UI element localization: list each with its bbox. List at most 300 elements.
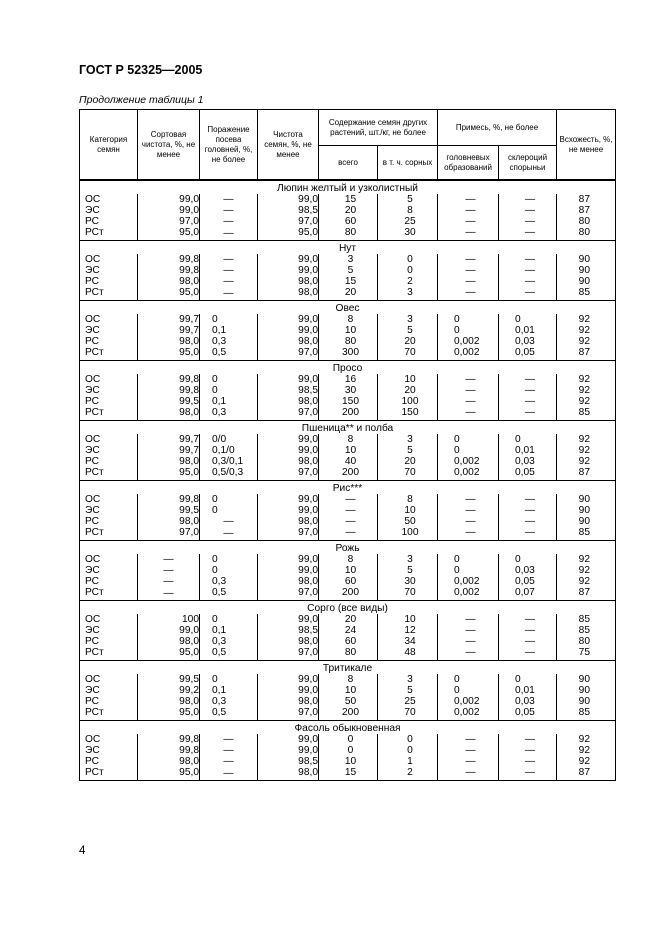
cell-smut: — — [438, 734, 499, 745]
section-title: Сорго (все виды) — [80, 601, 616, 615]
cell-purity: 99,0 — [258, 494, 319, 505]
cell-varietal-purity: 98,0 — [138, 756, 200, 767]
cell-smut: 0 — [438, 325, 499, 336]
cell-category: РС — [80, 276, 138, 287]
cell-other-weeds: 3 — [378, 674, 438, 685]
cell-smut: — — [438, 205, 499, 216]
cell-sclerotia: 0,03 — [499, 336, 557, 347]
cell-germination: 75 — [557, 647, 616, 661]
cell-category: РСт — [80, 407, 138, 421]
cell-germination: 90 — [557, 516, 616, 527]
cell-category: ЭС — [80, 505, 138, 516]
cell-purity: 99,0 — [258, 194, 319, 205]
cell-sclerotia: 0,03 — [499, 696, 557, 707]
cell-other-total: — — [319, 516, 378, 527]
cell-smut: — — [438, 745, 499, 756]
cell-head-infection: 0,5/0,3 — [200, 467, 258, 481]
cell-other-total: — — [319, 527, 378, 541]
cell-purity: 97,0 — [258, 527, 319, 541]
section-header-row — [80, 241, 616, 255]
cell-other-total: 3 — [319, 254, 378, 265]
table-row — [80, 254, 616, 265]
cell-other-weeds: 20 — [378, 385, 438, 396]
cell-purity: 97,0 — [258, 347, 319, 361]
cell-other-weeds: 10 — [378, 505, 438, 516]
cell-other-total: 24 — [319, 625, 378, 636]
cell-category: ОС — [80, 614, 138, 625]
cell-other-total: 60 — [319, 636, 378, 647]
cell-germination: 85 — [557, 614, 616, 625]
cell-sclerotia: 0,03 — [499, 456, 557, 467]
cell-germination: 90 — [557, 685, 616, 696]
table-row — [80, 227, 616, 241]
cell-other-total: 0 — [319, 745, 378, 756]
cell-smut: — — [438, 374, 499, 385]
section-title: Тритикале — [80, 661, 616, 675]
table-row — [80, 467, 616, 481]
section-title: Просо — [80, 361, 616, 375]
table-row — [80, 565, 616, 576]
table-row — [80, 216, 616, 227]
cell-smut: — — [438, 407, 499, 421]
cell-head-infection: 0 — [200, 314, 258, 325]
cell-germination: 90 — [557, 696, 616, 707]
cell-smut: — — [438, 647, 499, 661]
section-header-row — [80, 301, 616, 315]
cell-purity: 98,0 — [258, 636, 319, 647]
cell-head-infection: 0,1 — [200, 396, 258, 407]
cell-purity: 99,0 — [258, 445, 319, 456]
cell-other-total: 60 — [319, 216, 378, 227]
cell-varietal-purity: 99,7 — [138, 434, 200, 445]
cell-other-weeds: 5 — [378, 194, 438, 205]
cell-varietal-purity: 99,5 — [138, 396, 200, 407]
cell-other-weeds: 25 — [378, 216, 438, 227]
section-header-row — [80, 601, 616, 615]
cell-purity: 97,0 — [258, 407, 319, 421]
cell-head-infection: — — [200, 254, 258, 265]
cell-sclerotia: 0 — [499, 434, 557, 445]
cell-other-total: 8 — [319, 674, 378, 685]
cell-purity: 97,0 — [258, 707, 319, 721]
cell-category: ЭС — [80, 385, 138, 396]
cell-germination: 85 — [557, 707, 616, 721]
cell-other-total: 10 — [319, 445, 378, 456]
cell-smut: — — [438, 505, 499, 516]
cell-smut: 0 — [438, 565, 499, 576]
cell-smut: 0,002 — [438, 587, 499, 601]
cell-category: РС — [80, 576, 138, 587]
cell-varietal-purity: 95,0 — [138, 227, 200, 241]
cell-varietal-purity: 99,7 — [138, 314, 200, 325]
cell-purity: 99,0 — [258, 254, 319, 265]
cell-purity: 99,0 — [258, 265, 319, 276]
cell-other-total: — — [319, 494, 378, 505]
cell-other-total: 200 — [319, 587, 378, 601]
seed-quality-table — [79, 109, 616, 781]
table-row — [80, 554, 616, 565]
cell-smut: 0 — [438, 314, 499, 325]
cell-sclerotia: — — [499, 734, 557, 745]
cell-purity: 98,5 — [258, 756, 319, 767]
cell-smut: — — [438, 756, 499, 767]
cell-other-weeds: 25 — [378, 696, 438, 707]
cell-smut: — — [438, 194, 499, 205]
cell-other-total: 10 — [319, 325, 378, 336]
table-row — [80, 194, 616, 205]
section-header-row — [80, 421, 616, 435]
cell-head-infection: 0 — [200, 505, 258, 516]
section-header-row — [80, 180, 616, 194]
header-other-total: всего — [319, 146, 378, 181]
cell-varietal-purity: 98,0 — [138, 407, 200, 421]
cell-varietal-purity: 98,0 — [138, 696, 200, 707]
cell-sclerotia: — — [499, 254, 557, 265]
cell-category: ОС — [80, 254, 138, 265]
cell-sclerotia: — — [499, 385, 557, 396]
cell-category: РСт — [80, 527, 138, 541]
cell-other-total: 80 — [319, 336, 378, 347]
cell-category: РСт — [80, 587, 138, 601]
table-row — [80, 276, 616, 287]
cell-smut: 0,002 — [438, 576, 499, 587]
cell-other-weeds: 3 — [378, 434, 438, 445]
cell-other-total: 8 — [319, 314, 378, 325]
cell-sclerotia: — — [499, 276, 557, 287]
cell-purity: 98,5 — [258, 625, 319, 636]
cell-head-infection: — — [200, 216, 258, 227]
cell-sclerotia: — — [499, 516, 557, 527]
cell-varietal-purity: 98,0 — [138, 276, 200, 287]
cell-smut: 0 — [438, 554, 499, 565]
cell-sclerotia: — — [499, 505, 557, 516]
cell-smut: 0 — [438, 685, 499, 696]
cell-category: ЭС — [80, 445, 138, 456]
cell-category: РСт — [80, 227, 138, 241]
cell-head-infection: — — [200, 227, 258, 241]
cell-head-infection: — — [200, 756, 258, 767]
cell-head-infection: 0,5 — [200, 587, 258, 601]
cell-category: РСт — [80, 767, 138, 781]
cell-other-total: 8 — [319, 554, 378, 565]
table-row — [80, 434, 616, 445]
cell-other-weeds: 5 — [378, 685, 438, 696]
cell-category: РС — [80, 456, 138, 467]
table-caption: Продолжение таблицы 1 — [79, 94, 204, 106]
cell-sclerotia: 0,01 — [499, 325, 557, 336]
cell-germination: 92 — [557, 325, 616, 336]
cell-purity: 98,5 — [258, 205, 319, 216]
cell-other-total: 10 — [319, 756, 378, 767]
cell-other-weeds: 1 — [378, 756, 438, 767]
cell-category: ЭС — [80, 685, 138, 696]
cell-category: ОС — [80, 734, 138, 745]
cell-sclerotia: — — [499, 527, 557, 541]
cell-other-total: 10 — [319, 565, 378, 576]
cell-purity: 99,0 — [258, 554, 319, 565]
cell-head-infection: 0,1/0 — [200, 445, 258, 456]
cell-category: ОС — [80, 494, 138, 505]
cell-other-weeds: 70 — [378, 347, 438, 361]
cell-category: РС — [80, 516, 138, 527]
cell-sclerotia: — — [499, 614, 557, 625]
cell-varietal-purity: 99,8 — [138, 494, 200, 505]
cell-germination: 92 — [557, 434, 616, 445]
cell-head-infection: — — [200, 767, 258, 781]
cell-varietal-purity: 95,0 — [138, 647, 200, 661]
cell-varietal-purity: — — [138, 576, 200, 587]
cell-other-weeds: 70 — [378, 587, 438, 601]
cell-other-total: — — [319, 505, 378, 516]
cell-head-infection: 0,1 — [200, 325, 258, 336]
cell-head-infection: — — [200, 527, 258, 541]
cell-other-weeds: 12 — [378, 625, 438, 636]
cell-other-weeds: 48 — [378, 647, 438, 661]
cell-germination: 85 — [557, 287, 616, 301]
cell-smut: — — [438, 767, 499, 781]
cell-category: ЭС — [80, 565, 138, 576]
cell-sclerotia: — — [499, 374, 557, 385]
cell-category: РС — [80, 636, 138, 647]
cell-other-weeds: 0 — [378, 254, 438, 265]
table-row — [80, 396, 616, 407]
cell-germination: 90 — [557, 276, 616, 287]
header-varietal-purity: Сортовая чистота, %, не менее — [138, 110, 200, 181]
cell-other-total: 20 — [319, 614, 378, 625]
cell-germination: 90 — [557, 674, 616, 685]
cell-germination: 80 — [557, 227, 616, 241]
cell-other-weeds: 5 — [378, 445, 438, 456]
cell-purity: 98,0 — [258, 767, 319, 781]
section-header-row — [80, 481, 616, 495]
cell-smut: 0,002 — [438, 347, 499, 361]
cell-germination: 92 — [557, 385, 616, 396]
table-row — [80, 674, 616, 685]
cell-category: РСт — [80, 287, 138, 301]
cell-category: РС — [80, 396, 138, 407]
cell-smut: — — [438, 396, 499, 407]
cell-smut: 0 — [438, 674, 499, 685]
cell-other-total: 15 — [319, 767, 378, 781]
cell-germination: 92 — [557, 456, 616, 467]
cell-category: ЭС — [80, 325, 138, 336]
section-title: Нут — [80, 241, 616, 255]
table-row — [80, 407, 616, 421]
cell-sclerotia: — — [499, 636, 557, 647]
cell-germination: 92 — [557, 554, 616, 565]
cell-sclerotia: 0,05 — [499, 576, 557, 587]
cell-smut: 0,002 — [438, 456, 499, 467]
table-row — [80, 527, 616, 541]
cell-smut: 0,002 — [438, 696, 499, 707]
cell-other-weeds: 10 — [378, 374, 438, 385]
cell-sclerotia: 0,03 — [499, 565, 557, 576]
cell-head-infection: 0,5 — [200, 647, 258, 661]
cell-other-total: 15 — [319, 276, 378, 287]
cell-sclerotia: — — [499, 205, 557, 216]
cell-head-infection: — — [200, 205, 258, 216]
cell-other-weeds: 70 — [378, 467, 438, 481]
cell-other-total: 60 — [319, 576, 378, 587]
cell-sclerotia: — — [499, 287, 557, 301]
cell-category: РСт — [80, 467, 138, 481]
cell-purity: 99,0 — [258, 674, 319, 685]
header-other-weeds: в т. ч. сорных — [378, 146, 438, 181]
cell-other-total: 80 — [319, 227, 378, 241]
cell-other-total: 15 — [319, 194, 378, 205]
cell-purity: 98,0 — [258, 276, 319, 287]
cell-sclerotia: — — [499, 194, 557, 205]
cell-other-weeds: 50 — [378, 516, 438, 527]
cell-category: ОС — [80, 194, 138, 205]
cell-other-total: 8 — [319, 434, 378, 445]
table-row — [80, 374, 616, 385]
cell-category: РСт — [80, 647, 138, 661]
cell-germination: 85 — [557, 527, 616, 541]
cell-smut: — — [438, 614, 499, 625]
cell-head-infection: 0 — [200, 374, 258, 385]
cell-head-infection: 0,3 — [200, 336, 258, 347]
cell-sclerotia: — — [499, 647, 557, 661]
cell-head-infection: 0,5 — [200, 347, 258, 361]
cell-varietal-purity: 99,0 — [138, 625, 200, 636]
cell-other-total: 20 — [319, 205, 378, 216]
cell-other-total: 150 — [319, 396, 378, 407]
cell-germination: 87 — [557, 587, 616, 601]
cell-smut: — — [438, 625, 499, 636]
cell-smut: — — [438, 254, 499, 265]
cell-other-total: 200 — [319, 467, 378, 481]
cell-germination: 90 — [557, 265, 616, 276]
section-header-row — [80, 721, 616, 735]
cell-smut: — — [438, 636, 499, 647]
cell-varietal-purity: 98,0 — [138, 456, 200, 467]
cell-purity: 99,0 — [258, 745, 319, 756]
cell-varietal-purity: 99,5 — [138, 505, 200, 516]
cell-smut: — — [438, 227, 499, 241]
header-head-infection: Поражение посева головней, %, не более — [200, 110, 258, 181]
cell-smut: — — [438, 216, 499, 227]
cell-sclerotia: — — [499, 396, 557, 407]
cell-other-weeds: 10 — [378, 614, 438, 625]
table-row — [80, 685, 616, 696]
table-row — [80, 636, 616, 647]
table-row — [80, 325, 616, 336]
cell-germination: 90 — [557, 505, 616, 516]
cell-varietal-purity: 99,2 — [138, 685, 200, 696]
cell-category: ОС — [80, 674, 138, 685]
table-row — [80, 505, 616, 516]
cell-other-weeds: 70 — [378, 707, 438, 721]
cell-varietal-purity: 99,5 — [138, 674, 200, 685]
table-row — [80, 767, 616, 781]
cell-purity: 98,5 — [258, 385, 319, 396]
section-title: Рожь — [80, 541, 616, 555]
header-smut: головневых образований — [438, 146, 499, 181]
cell-smut: — — [438, 287, 499, 301]
cell-other-weeds: 30 — [378, 227, 438, 241]
cell-other-weeds: 8 — [378, 494, 438, 505]
cell-category: ЭС — [80, 265, 138, 276]
cell-other-weeds: 5 — [378, 565, 438, 576]
cell-varietal-purity: 99,0 — [138, 205, 200, 216]
cell-other-total: 16 — [319, 374, 378, 385]
cell-purity: 99,0 — [258, 314, 319, 325]
table-row — [80, 745, 616, 756]
cell-category: РС — [80, 336, 138, 347]
cell-varietal-purity: — — [138, 565, 200, 576]
cell-varietal-purity: 95,0 — [138, 467, 200, 481]
cell-germination: 92 — [557, 336, 616, 347]
cell-varietal-purity: 99,8 — [138, 734, 200, 745]
cell-head-infection: — — [200, 287, 258, 301]
cell-other-total: 300 — [319, 347, 378, 361]
cell-sclerotia: — — [499, 216, 557, 227]
cell-category: ОС — [80, 314, 138, 325]
table-row — [80, 614, 616, 625]
cell-sclerotia: — — [499, 494, 557, 505]
cell-sclerotia: — — [499, 756, 557, 767]
cell-other-weeds: 0 — [378, 734, 438, 745]
table-row — [80, 336, 616, 347]
cell-sclerotia: — — [499, 265, 557, 276]
cell-category: ЭС — [80, 745, 138, 756]
cell-category: РС — [80, 216, 138, 227]
cell-head-infection: — — [200, 745, 258, 756]
cell-purity: 97,0 — [258, 467, 319, 481]
cell-smut: 0 — [438, 434, 499, 445]
cell-category: РС — [80, 696, 138, 707]
cell-sclerotia: 0,05 — [499, 707, 557, 721]
cell-sclerotia: — — [499, 745, 557, 756]
cell-head-infection: 0 — [200, 494, 258, 505]
cell-smut: 0,002 — [438, 707, 499, 721]
cell-other-weeds: 0 — [378, 265, 438, 276]
cell-purity: 98,0 — [258, 456, 319, 467]
cell-other-total: 0 — [319, 734, 378, 745]
table-row — [80, 445, 616, 456]
cell-varietal-purity: 95,0 — [138, 287, 200, 301]
cell-other-total: 200 — [319, 407, 378, 421]
cell-sclerotia: 0,07 — [499, 587, 557, 601]
cell-sclerotia: 0,01 — [499, 445, 557, 456]
section-title: Пшеница** и полба — [80, 421, 616, 435]
cell-varietal-purity: — — [138, 587, 200, 601]
cell-category: ОС — [80, 434, 138, 445]
cell-other-total: 40 — [319, 456, 378, 467]
cell-varietal-purity: — — [138, 554, 200, 565]
cell-other-weeds: 100 — [378, 527, 438, 541]
cell-sclerotia: — — [499, 767, 557, 781]
cell-smut: — — [438, 527, 499, 541]
cell-varietal-purity: 98,0 — [138, 336, 200, 347]
cell-varietal-purity: 99,7 — [138, 325, 200, 336]
header-germination: Всхожесть, %, не менее — [557, 110, 616, 181]
cell-germination: 80 — [557, 636, 616, 647]
cell-sclerotia: 0 — [499, 674, 557, 685]
cell-head-infection: 0,1 — [200, 685, 258, 696]
cell-purity: 98,0 — [258, 696, 319, 707]
table-row — [80, 314, 616, 325]
cell-germination: 92 — [557, 576, 616, 587]
cell-purity: 97,0 — [258, 216, 319, 227]
cell-germination: 92 — [557, 734, 616, 745]
cell-germination: 87 — [557, 205, 616, 216]
section-title: Люпин желтый и узколистный — [80, 180, 616, 194]
cell-purity: 99,0 — [258, 505, 319, 516]
cell-germination: 85 — [557, 407, 616, 421]
cell-germination: 85 — [557, 625, 616, 636]
